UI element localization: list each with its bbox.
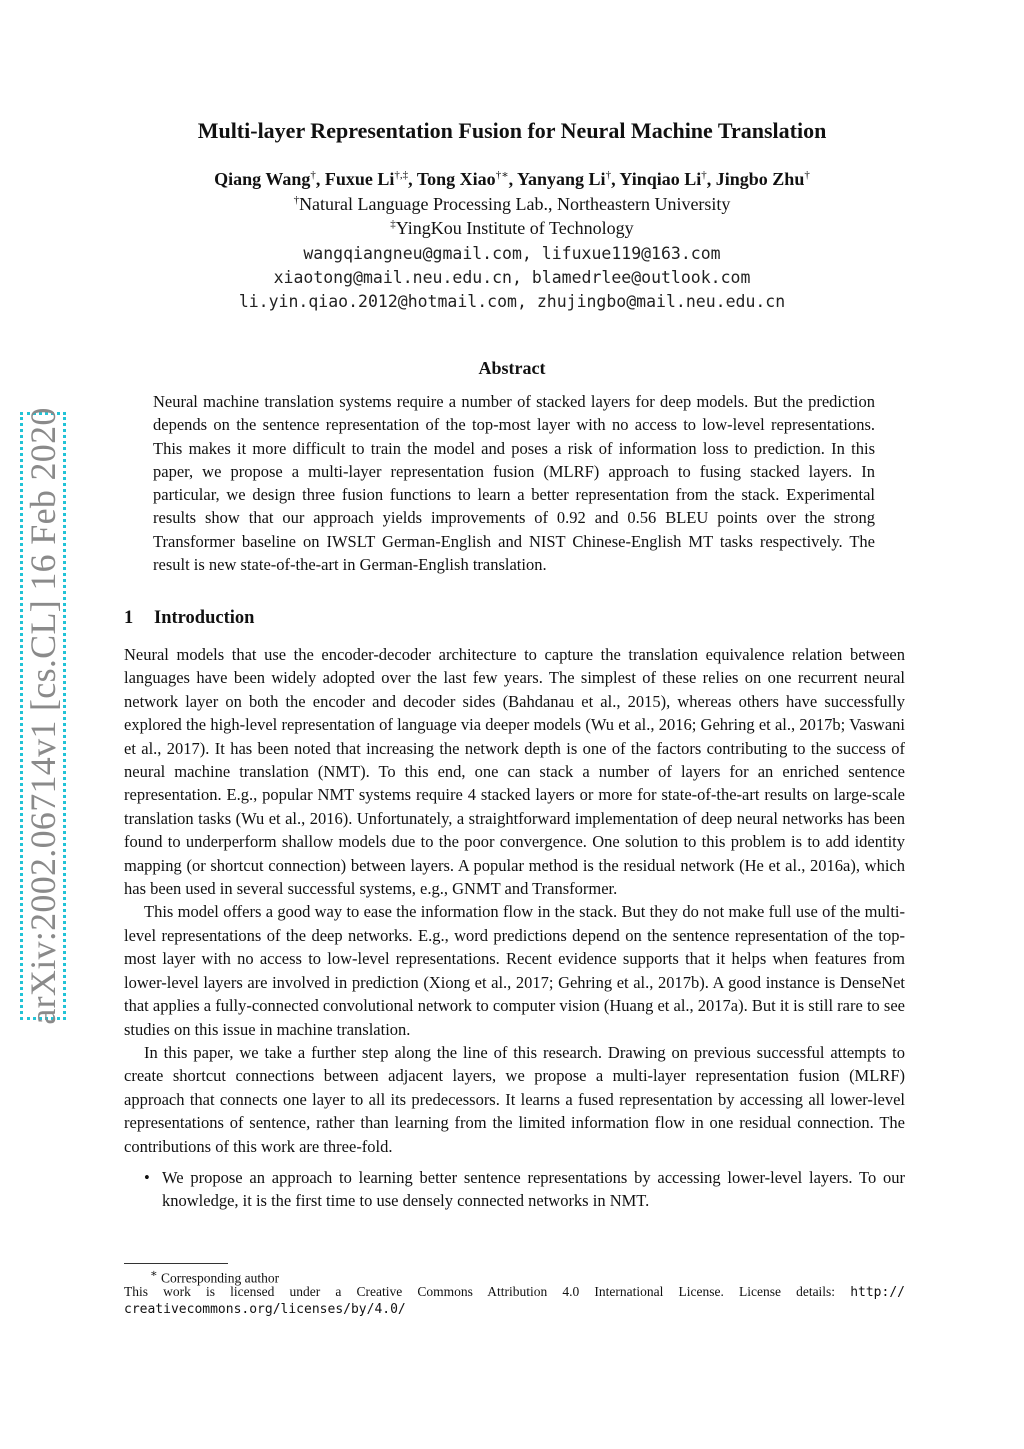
author: Fuxue Li†,‡ [324,169,409,189]
section-heading [124,608,254,629]
footnote-divider [124,1263,228,1264]
arxiv-identifier: arXiv:2002.06714v1 [cs.CL] 16 Feb 2020 [23,407,63,1025]
body-text [124,643,905,1213]
paragraph: In this paper, we take a further step along the line of this research. Drawing on previous successful attempts to create shortcut connections between adjacent layers, we propose a multi-layer representation fusion (MLRF) approach that connects one layer to all its predecessors. It learns a fused representation by accessing all lower-level representations of sentence, rather than learning from the limited information flow in one residual connection. The contributions of this work are three-fold. [124,1042,905,1156]
author: Tong Xiao†∗ [416,169,509,189]
email-line[interactable]: li.yin.qiao.2012@hotmail.com, zhujingbo@mail.neu.edu.cn [238,292,786,311]
list-item: • We propose an approach to learning better sentence representations by accessing lower-level layers. To our knowledge, it is the first time to use densely connected networks in NMT. [144,1167,905,1211]
footnote-license: This work is licensed under a Creative Commons Attribution 4.0 International License. License details: http:// [124,1284,905,1300]
author: Yinqiao Li† [619,169,707,189]
license-link[interactable]: http:// [850,1285,905,1300]
footnote-corresponding: ∗ Corresponding author [150,1268,280,1286]
author: Jingbo Zhu† [715,169,810,189]
author-list: Qiang Wang†, Fuxue Li†,‡, Tong Xiao†∗, Yanyang Li†, Yinqiao Li†, Jingbo Zhu† [214,169,810,189]
paragraph: This model offers a good way to ease the information flow in the stack. But they do not make full use of the multi-level representations of the deep networks. E.g., word predictions depend on the sentence representation of the top-most layer with no access to low-level representations. Recent evidence supports that it helps when features from lower-level layers are involved in prediction (Xiong et al., 2017; Gehring et al., 2017b). A good instance is DenseNet that applies a fully-connected convolutional network to computer vision (Huang et al., 2017a). But it is still rare to see studies on this issue in machine translation. [124,902,905,1039]
paragraph: Neural models that use the encoder-decoder architecture to capture the translation equivalence relation between languages have been widely adopted over the last few years. The simplest of these relies on one recurrent neural network layer on both the encoder and decoder sides (Bahdanau et al., 2015), whereas others have successfully explored the high-level representation of language via deeper models (Wu et al., 2016; Gehring et al., 2017b; Vaswani et al., 2017). It has been noted that increasing the network depth is one of the factors contributing to the success of neural machine translation (NMT). To this end, one can stack a number of layers for an enriched sentence representation. E.g., popular NMT systems require 4 stacked layers or more for state-of-the-art results on large-scale translation tasks (Wu et al., 2016). Unfortunately, a straightforward implementation of deep neural networks has been found to underperform shallow models due to the poor convergence. One solution to this problem is to add identity mapping (or shortcut connection) between layers. A popular method is the residual network (He et al., 2016a), which has been used in several successful systems, e.g., GNMT and Transformer. [124,645,905,899]
email-line[interactable]: wangqiangneu@gmail.com, lifuxue119@163.com [303,244,721,263]
affiliation: ‡YingKou Institute of Technology [390,218,634,238]
abstract-heading: Abstract [478,358,546,378]
section-number: 1 [124,608,134,628]
affiliation: †Natural Language Processing Lab., Northeastern University [293,194,731,214]
contribution-list [124,1166,905,1213]
author: Qiang Wang† [214,169,316,189]
paper-title: Multi-layer Representation Fusion for Neural Machine Translation [197,118,827,143]
email-line[interactable]: xiaotong@mail.neu.edu.cn, blamedrlee@outlook.com [273,268,751,287]
abstract-body: Neural machine translation systems require a number of stacked layers for deep models. But the prediction depends on the sentence representation of the top-most layer with no access to low-level representations. This makes it more difficult to train the model and poses a risk of information loss to prediction. In this paper, we propose a multi-layer representation fusion (MLRF) approach to fusing stacked layers. In particular, we design three fusion functions to learn a better representation from the stack. Experimental results show that our approach yields improvements of 0.92 and 0.56 BLEU points over the strong Transformer baseline on IWSLT German-English and NIST Chinese-English MT tasks respectively. The result is new state-of-the-art in German-English translation. [153,392,875,575]
bullet-icon: • [144,1167,150,1187]
author: Yanyang Li† [517,169,612,189]
section-title: Introduction [154,608,255,628]
footnote-license-url [124,1300,905,1318]
license-link[interactable]: creativecommons.org/licenses/by/4.0/ [124,1302,406,1317]
